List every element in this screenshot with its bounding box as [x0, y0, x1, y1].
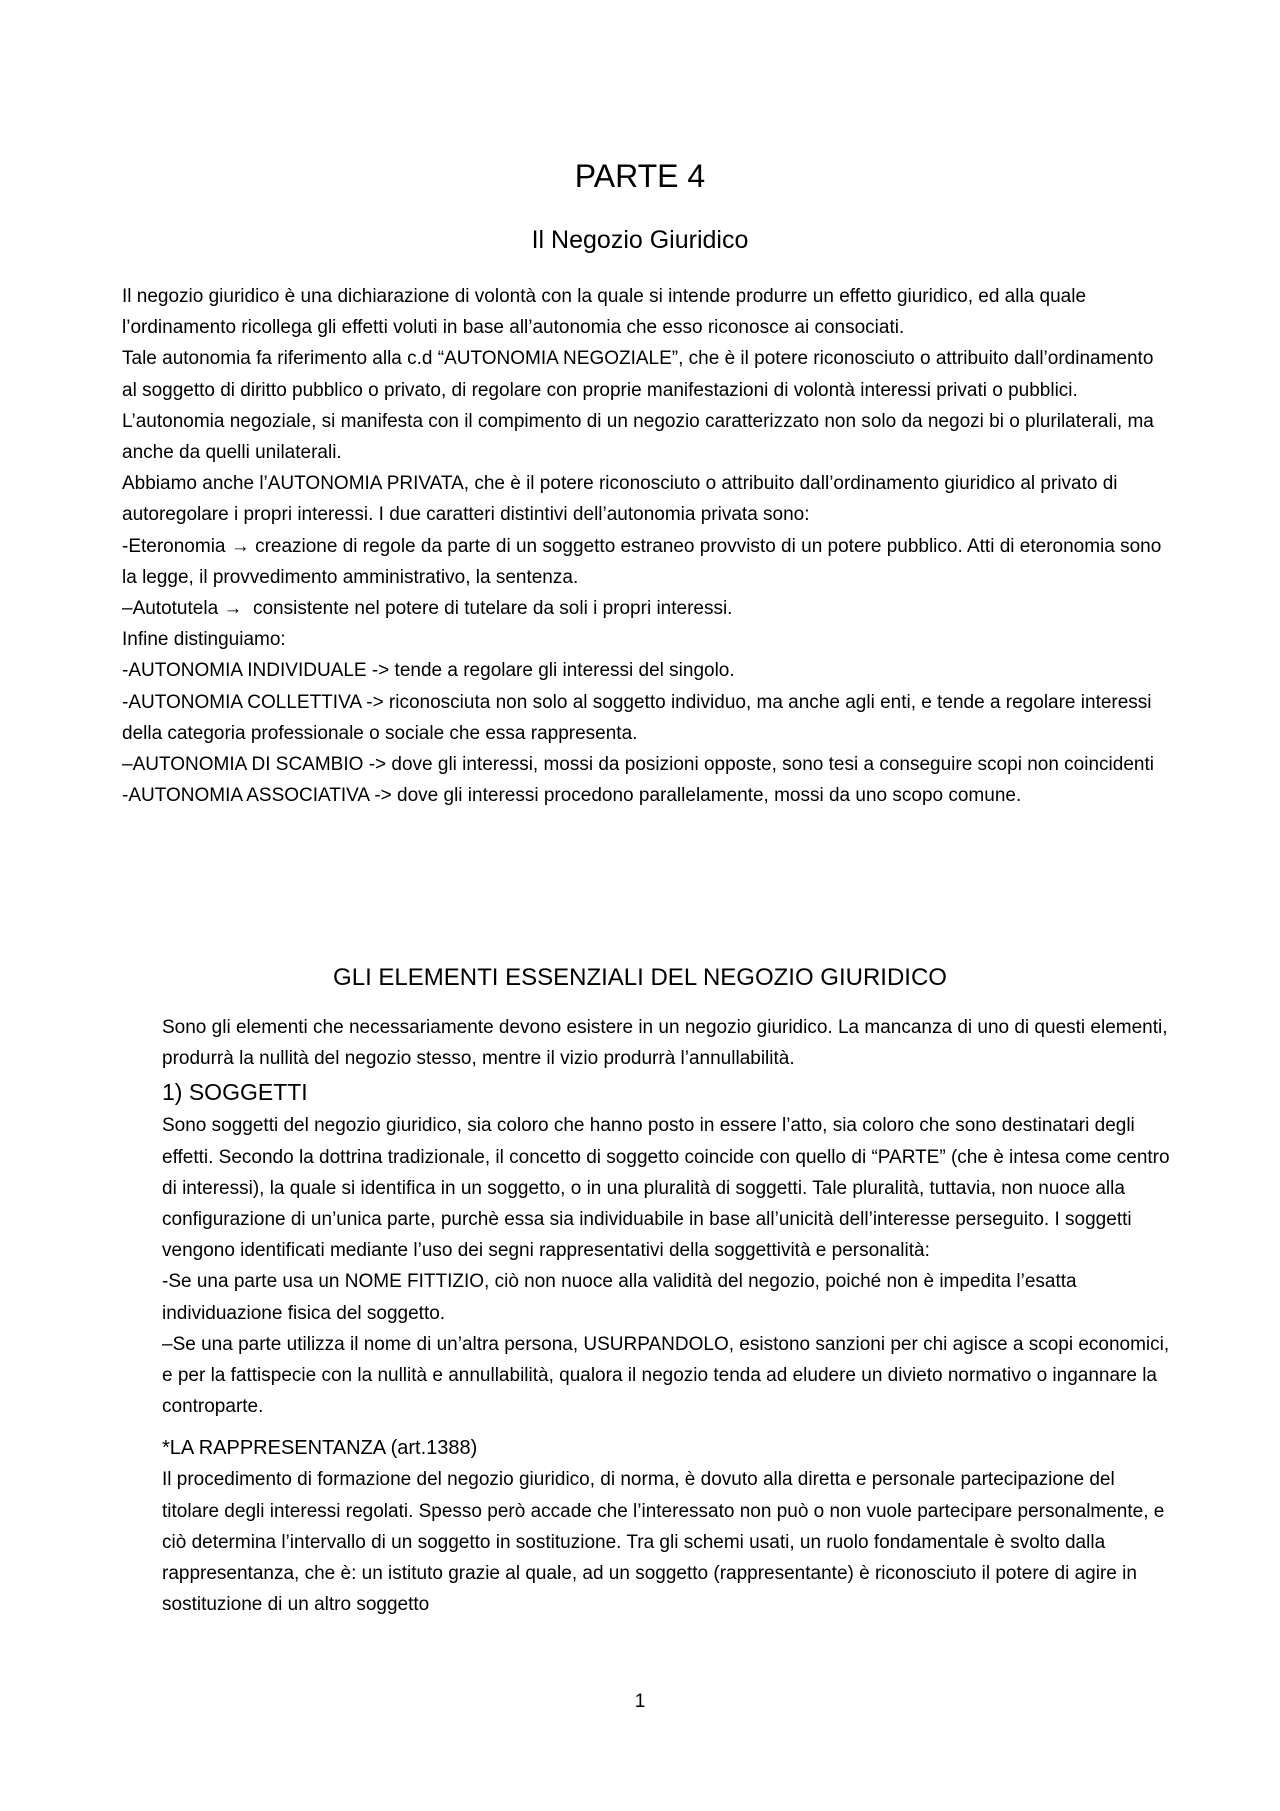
page-title: PARTE 4: [574, 158, 706, 194]
autotutela-text: consistente nel potere di tutelare da soli i propri interessi.: [252, 598, 733, 620]
rappresentanza-paragraph: Il procedimento di formazione del negozio giuridico, di norma, è dovuto alla diretta e personale partecipazione del titolare degli interessi regolati. Spesso però accade che l’interessato non può o non vuole partecipare personalmente, e ciò determina l’intervallo di un soggetto in sostituzione. Tra gli schemi usati, un ruolo fondamentale è svolto dalla rappresentanza, che è: un istituto grazie al quale, ad un soggetto (rappresentante) è riconosciuto il potere di agire in sostituzione di un altro soggetto: [162, 1469, 1165, 1616]
intro-section: [122, 281, 1167, 811]
autonomia-item: –AUTONOMIA DI SCAMBIO -> dove gli interessi, mossi da posizioni opposte, sono tesi a conseguire scopi non coincidenti: [122, 754, 1154, 776]
intro-paragraph: Tale autonomia fa riferimento alla c.d “AUTONOMIA NEGOZIALE”, che è il potere riconosciuto o attribuito dall’ordinamento al soggetto di diritto pubblico o privato, di regolare con proprie manifestazioni di volontà interessi privati o pubblici. L’autonomia negoziale, si manifesta con il compimento di un negozio caratterizzato non solo da negozi bi o plurilaterali, ma anche da quelli unilaterali.: [122, 348, 1154, 464]
arrow-right-icon: →: [223, 598, 243, 620]
eteronomia-text: creazione di regole da parte di un soggetto estraneo provvisto di un potere pubblico. Atti di eteronomia sono la legge, il provvedimento amministrativo, la sentenza.: [122, 535, 1162, 588]
soggetti-paragraph: -Se una parte usa un NOME FITTIZIO, ciò non nuoce alla validità del negozio, poiché non è impedita l’esatta individuazione fisica del soggetto.: [162, 1271, 1077, 1324]
autonomia-item: -AUTONOMIA INDIVIDUALE -> tende a regolare gli interessi del singolo.: [122, 660, 735, 682]
autonomia-item: -AUTONOMIA ASSOCIATIVA -> dove gli interessi procedono parallelamente, mossi da uno scopo comune.: [122, 785, 1022, 807]
elements-section: [162, 1012, 1172, 1620]
intro-paragraph: Il negozio giuridico è una dichiarazione di volontà con la quale si intende produrre un effetto giuridico, ed alla quale l’ordinamento ricollega gli effetti voluti in base all’autonomia che esso riconosce ai consociati.: [122, 286, 1087, 339]
soggetti-paragraph: Sono soggetti del negozio giuridico, sia coloro che hanno posto in essere l’atto, sia coloro che sono destinatari degli effetti. Secondo la dottrina tradizionale, il concetto di soggetto coincide con quello di “PARTE” (che è intesa come centro di interessi), la quale si identifica in un soggetto, o in una pluralità di soggetti. Tale pluralità, tuttavia, non nuoce alla configurazione di un’unica parte, purchè essa sia individuabile in base all’unicità dell’interesse perseguito. I soggetti vengono identificati mediante l’uso dei segni rappresentativi della soggettività e personalità:: [162, 1115, 1170, 1262]
eteronomia-item: [122, 531, 1167, 593]
page-subtitle: Il Negozio Giuridico: [531, 226, 749, 254]
section-intro: Sono gli elementi che necessariamente devono esistere in un negozio giuridico. La mancanza di uno di questi elementi, produrrà la nullità del negozio stesso, mentre il vizio produrrà l’annullabilità.: [162, 1017, 1168, 1070]
rappresentanza-heading: *LA RAPPRESENTANZA (art.1388): [162, 1437, 478, 1460]
spacer: [162, 1422, 1172, 1432]
page-number: 1: [634, 1691, 646, 1712]
arrow-right-icon: →: [230, 535, 250, 557]
eteronomia-term: -Eteronomia: [122, 535, 226, 557]
autotutela-term: –Autotutela: [122, 598, 219, 620]
section-title: GLI ELEMENTI ESSENZIALI DEL NEGOZIO GIURIDICO: [333, 964, 947, 991]
distinguish-line: Infine distinguiamo:: [122, 629, 286, 651]
intro-paragraph: Abbiamo anche l’AUTONOMIA PRIVATA, che è il potere riconosciuto o attribuito dall’ordinamento giuridico al privato di autoregolare i propri interessi. I due caratteri distintivi dell’autonomia privata sono:: [122, 473, 1118, 526]
soggetti-heading: 1) SOGGETTI: [162, 1079, 308, 1106]
autotutela-item: [122, 593, 1167, 624]
soggetti-paragraph: –Se una parte utilizza il nome di un’altra persona, USURPANDOLO, esistono sanzioni per chi agisce a scopi economici, e per la fattispecie con la nullità e annullabilità, qualora il negozio tenda ad eludere un divieto normativo o ingannare la controparte.: [162, 1333, 1170, 1418]
autonomia-item: -AUTONOMIA COLLETTIVA -> riconosciuta non solo al soggetto individuo, ma anche agli enti, e tende a regolare interessi della categoria professionale o sociale che essa rappresenta.: [122, 691, 1152, 744]
